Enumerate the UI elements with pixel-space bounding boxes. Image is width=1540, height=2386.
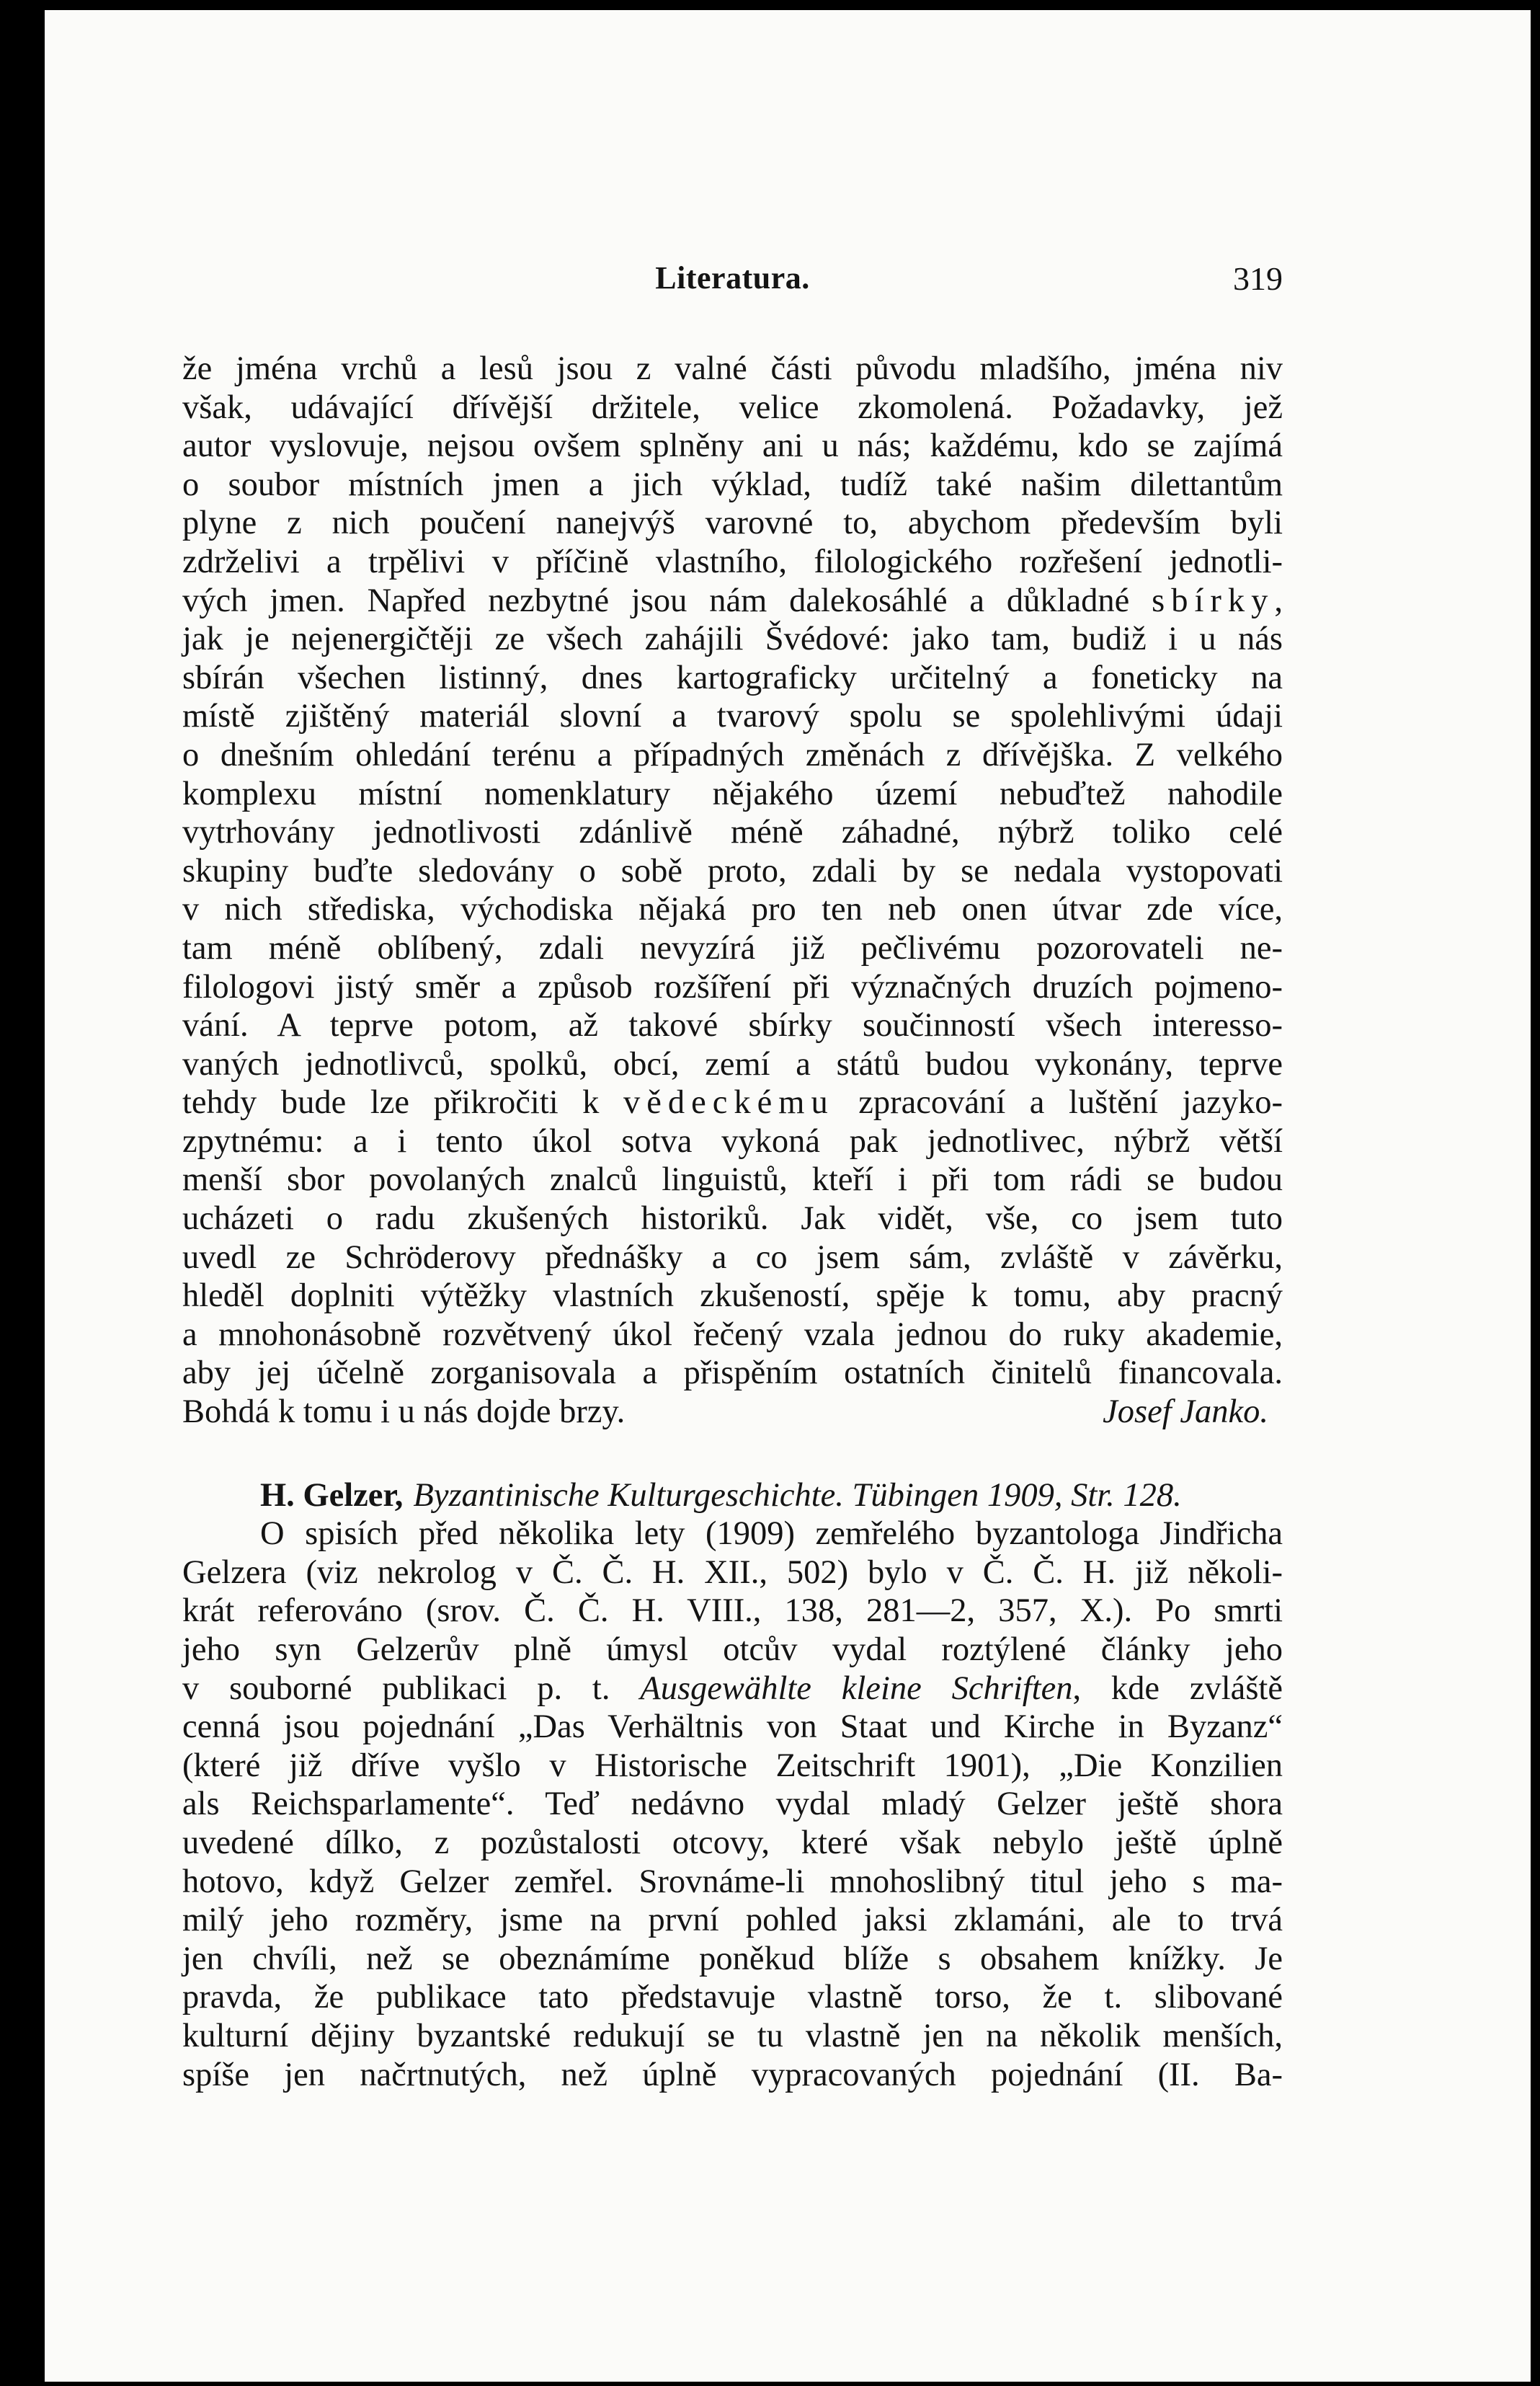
page-number: 319: [1233, 260, 1283, 297]
text-line: autor vyslovuje, nejsou ovšem splněny ani u nás; každému, kdo se zajímá: [182, 427, 1283, 465]
text-line: [182, 1083, 1283, 1122]
page-header: [182, 260, 1283, 310]
spaced-emphasis: vědeckému: [623, 1084, 834, 1122]
text-line: plyne z nich poučení nanejvýš varovné to, abychom především byli: [182, 505, 1283, 542]
running-title: Literatura.: [655, 260, 810, 296]
text-line: sbírán všechen listinný, dnes kartograficky určitelný a foneticky na: [182, 659, 1283, 696]
text-line: ucházeti o radu zkušených historiků. Jak vidět, vše, co jsem tuto: [182, 1200, 1283, 1238]
text-line: uvedené dílko, z pozůstalosti otcovy, které však nebylo ještě úplně: [182, 1824, 1283, 1861]
text-fragment: ,: [1274, 582, 1283, 619]
spaced-emphasis: sbírky: [1152, 582, 1275, 619]
text-line: als Reichsparlamente“. Teď nedávno vydal mladý Gelzer ještě shora: [182, 1786, 1283, 1823]
text-line: a mnohonásobně rozvětvený úkol řečený vzala jednou do ruky akademie,: [182, 1316, 1283, 1353]
text-fragment: v souborné publikaci p. t.: [182, 1669, 641, 1707]
review-citation: Byzantinische Kulturgeschichte. Tübingen 1909, Str. 128.: [413, 1476, 1182, 1514]
text-fragment: zpracování a luštění jazyko-: [834, 1084, 1283, 1122]
text-line: kulturní dějiny byzantské redukují se tu vlastně jen na několik menších,: [182, 2017, 1283, 2054]
reviewer-signature: Josef Janko.: [1103, 1393, 1268, 1431]
text-line: jen chvíli, než se obeznámíme poněkud blíže s obsahem knížky. Je: [182, 1940, 1283, 1977]
text-line: uvedl ze Schröderovy přednášky a co jsem sám, zvláště v závěrku,: [182, 1238, 1283, 1276]
text-line: menší sbor povolaných znalců linguistů, kteří i při tom rádi se budou: [182, 1161, 1283, 1199]
text-line: o dnešním ohledání terénu a případných změnách z dřívějška. Z velkého: [182, 736, 1283, 773]
text-line: vaných jednotlivců, spolků, obcí, zemí a států budou vykonány, teprve: [182, 1045, 1283, 1083]
text-line: [182, 582, 1283, 621]
text-line: filologovi jistý směr a způsob rozšíření při význačných druzích pojmeno-: [182, 968, 1283, 1006]
text-line: pravda, že publikace tato představuje vlastně torso, že t. slibované: [182, 1979, 1283, 2016]
text-line: milý jeho rozměry, jsme na první pohled jaksi zklamáni, ale to trvá: [182, 1902, 1283, 1939]
text-line: cenná jsou pojednání „Das Verhältnis von Staat und Kirche in Byzanz“: [182, 1708, 1283, 1746]
article-text: [182, 350, 1283, 2094]
text-line: hotovo, když Gelzer zemřel. Srovnáme-li mnohoslibný titul jeho s ma-: [182, 1863, 1283, 1900]
text-line: vání. A teprve potom, až takové sbírky součinností všech interesso-: [182, 1007, 1283, 1045]
text-line: skupiny buďte sledovány o sobě proto, zdali by se nedala vystopovati: [182, 852, 1283, 890]
section-gap: [182, 1432, 1283, 1476]
text-line: zdrželivi a trpělivi v příčině vlastního, filologického rozřešení jednotli-: [182, 543, 1283, 580]
text-line: komplexu místní nomenklatury nějakého území nebuďtež nahodile: [182, 775, 1283, 812]
text-line: (které již dříve vyšlo v Historische Zeitschrift 1901), „Die Konzilien: [182, 1747, 1283, 1784]
text-fragment: , kde zvláště: [1072, 1669, 1283, 1707]
text-line: vytrhovány jednotlivosti zdánlivě méně záhadné, nýbrž toliko celé: [182, 814, 1283, 851]
text-line: jak je nejenergičtěji ze všech zahájili Švédové: jako tam, budiž i u nás: [182, 621, 1283, 658]
review-author: H. Gelzer,: [260, 1476, 404, 1514]
text-line: hleděl doplniti výtěžky vlastních zkušeností, spěje k tomu, aby pracný: [182, 1277, 1283, 1315]
review-heading: [182, 1476, 1283, 1515]
text-line: spíše jen načrtnutých, než úplně vypracovaných pojednání (II. Ba-: [182, 2056, 1283, 2093]
text-line: O spisích před několika lety (1909) zemřelého byzantologa Jindřicha: [260, 1515, 1283, 1553]
text-line: o soubor místních jmen a jich výklad, tudíž také našim dilettantům: [182, 466, 1283, 503]
text-line: že jména vrchů a lesů jsou z valné části původu mladšího, jména niv: [182, 350, 1283, 387]
text-line: [182, 1669, 1283, 1708]
text-line: aby jej účelně zorganisovala a přispěním ostatních činitelů financovala.: [182, 1354, 1283, 1392]
closing-text: Bohdá k tomu i u nás dojde brzy.: [182, 1393, 626, 1431]
text-fragment: tehdy bude lze přikročiti k: [182, 1084, 623, 1122]
text-line: tam méně oblíbený, zdali nevyzírá již pečlivému pozorovateli ne-: [182, 929, 1283, 967]
closing-line: [182, 1393, 1283, 1432]
text-line: však, udávající dřívější držitele, velice zkomolená. Požadavky, jež: [182, 389, 1283, 426]
text-line: jeho syn Gelzerův plně úmysl otcův vydal roztýlené články jeho: [182, 1631, 1283, 1668]
book-title: Ausgewählte kleine Schriften: [640, 1669, 1073, 1707]
text-line: v nich střediska, východiska nějaká pro ten neb onen útvar zde více,: [182, 891, 1283, 928]
text-line: místě zjištěný materiál slovní a tvarový spolu se spolehlivými údaji: [182, 698, 1283, 735]
text-line: krát referováno (srov. Č. Č. H. VIII., 138, 281—2, 357, X.). Po smrti: [182, 1592, 1283, 1630]
text-line: zpytnému: a i tento úkol sotva vykoná pak jednotlivec, nýbrž větší: [182, 1122, 1283, 1160]
text-fragment: vých jmen. Napřed nezbytné jsou nám dalekosáhlé a důkladné: [182, 582, 1152, 619]
text-line: Gelzera (viz nekrolog v Č. Č. H. XII., 502) bylo v Č. Č. H. již několi-: [182, 1553, 1283, 1591]
